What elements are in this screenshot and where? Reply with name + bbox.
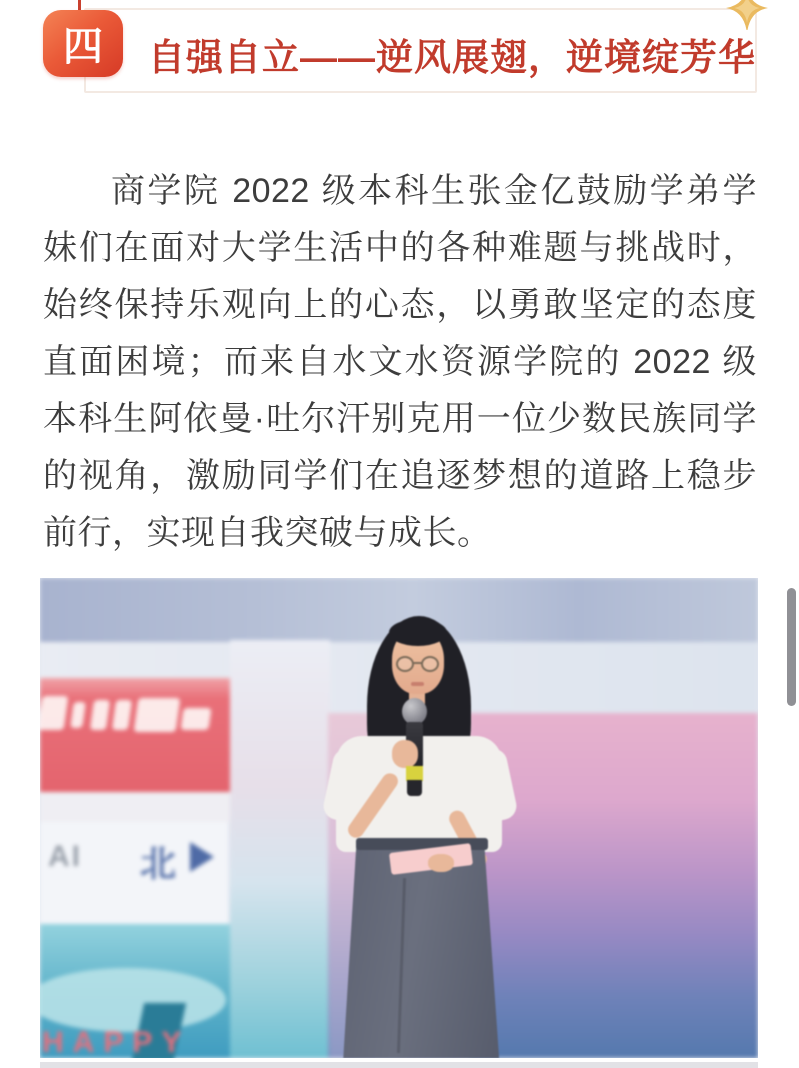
- led-text-ai: AI: [48, 840, 82, 873]
- section-title: 自强自立——逆风展翅，逆境绽芳华: [148, 37, 756, 78]
- led-text-happy: HAPPY: [42, 1026, 191, 1058]
- hair-fringe: [389, 619, 447, 646]
- sparkle-icon: [726, 0, 768, 30]
- microphone-yellow-band: [406, 766, 423, 781]
- gray-skirt: [340, 844, 504, 1058]
- microphone-tip: [407, 780, 422, 796]
- glasses-right-lens: [421, 656, 439, 672]
- next-content-edge: [40, 1062, 758, 1068]
- glasses-bridge: [413, 662, 422, 664]
- speaker-figure: [40, 578, 758, 1058]
- scrollbar-thumb[interactable]: [787, 588, 796, 706]
- hand-holding-mic: [392, 740, 418, 768]
- microphone-head: [402, 698, 427, 725]
- section-number-badge: 四: [43, 10, 123, 77]
- speaker-stage-photo: [40, 578, 758, 1058]
- mouth: [411, 682, 424, 686]
- glasses-left-lens: [396, 656, 414, 672]
- led-text-bei: 北: [140, 843, 177, 884]
- hand-holding-card: [428, 854, 454, 872]
- article-paragraph: 商学院 2022 级本科生张金亿鼓励学弟学妹们在面对大学生活中的各种难题与挑战时，始终保持乐观向上的心态，以勇敢坚定的态度直面困境；而来自水文水资源学院的 2022 级本科生阿依曼·吐尔汗别克用一位少数民族同学的视角，激励同学们在追逐梦想的道路上稳步前行，实现自我突破与成长。: [43, 172, 757, 552]
